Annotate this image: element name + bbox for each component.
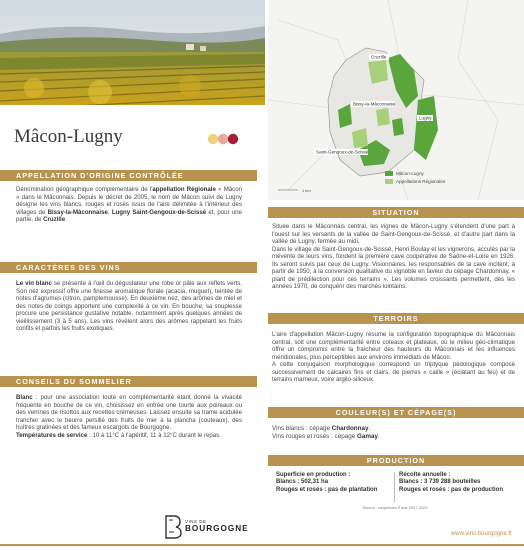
sommelier-text: Blanc : pour une association toute en complémentarité étant donné la vivacité fréquente en bouche de ce vin, choisissez en entrée une tourte aux poireaux ou des verrines de risottos aux recettes crémeuses. Laissez ensuite sa trame acidulée trancher avec le beurre persillé des fruits de mer à la plancha (couteaux), des huîtres gratinées et des fameux escargots de Bourgogne. Températures de service : 10 à 11°C à l'apéritif, 11 à 12°C durant le repas. [16, 394, 242, 439]
logo-big-text: BOURGOGNE [185, 524, 249, 533]
heading-caracteres: CARACTÈRES DES VINS [0, 262, 257, 273]
website-link[interactable]: www.vins-bourgogne.fr [450, 531, 512, 537]
heading-situation: SITUATION [268, 207, 524, 218]
map-label-bissy: Bissy-la-Mâconnaise [353, 101, 396, 107]
production-area-rouges: Rouges et rosés : pas de plantation [276, 486, 378, 493]
situation-text: Située dans le Mâconnais central, les vignes de Mâcon-Lugny s'étendent d'une part à l'ouest sur les versants de la vallée de Saint-Gengoux-de-Scissé, et d'autre part dans la vallée de Lugny, fermée au midi. Dans le village de Saint-Gengoux-de-Scissé, Henri Boulay et les vignerons, acculés par la mévente de leurs vins, fondent la première cave coopérative de Saône-et-Loire en 1926. Ils seront suivis par ceux de Lugny. Visionnaires, les responsables de la cave incitent, à partir de 1950, à la conversion qualitative du vignoble en faveur du cépage Chardonnay, « plant de prédilection pour ces terrains ». Les volumes croissants permettent, dès les années 1970, de conquérir des marchés lointains. [272, 223, 515, 290]
couleurs-text: Vins blancs : cépage Chardonnay. Vins rouges et rosés : cépage Gamay. [272, 425, 380, 440]
production-area-title: Superficie en production : [276, 472, 351, 478]
appellation-text: Dénomination géographique complémentaire de l'appellation Régionale « Mâcon » dans le Mâconnais. Depuis le décret de 2005, le nom de Mâcon suivi de Lugny désigne les vins blancs, rouges et rosés issus de l'aire délimitée à l'intérieur des villages de Bissy-la-Mâconnaise, Lugny Saint-Gengoux-de-Scissé et, pour une partie, de Cruzille. [16, 186, 243, 223]
heading-appellation: APPELLATION D'ORIGINE CONTRÔLÉE [0, 170, 257, 181]
logo-emblem-icon [160, 513, 182, 539]
map-scale: 1 km [302, 188, 311, 193]
page-title: Mâcon-Lugny [14, 126, 123, 147]
map-legend [385, 170, 445, 186]
terroirs-text: L'aire d'appellation Mâcon-Lugny résume la configuration topographique du Mâconnais central, soit une complémentarité entre coteaux et plateaux, où le milieu géo-climatique offre un compromis entre la fraîcheur des hauteurs du Mâconnais et les influences méridionales, plus perceptibles aux environs immédiats de Mâcon. A cette conjugaison morphologique correspond un triptyque pédologique composé successivement de calcaires fins et clairs, de pierres « caille » (éclatant au feu) et de terrains marneux, voire argilo-siliceux. [272, 331, 515, 383]
wine-colors-icon [206, 132, 240, 146]
map-label-saint-gengoux: Saint-Gengoux-de-Scissé [316, 149, 369, 155]
production-area-blancs: Blancs : 502,31 ha [276, 479, 329, 486]
bourgogne-logo [160, 513, 249, 539]
legend-macon-lugny: Mâcon-Lugny [396, 171, 424, 176]
heading-production: PRODUCTION [268, 455, 524, 466]
map-label-cruzille: Cruzille [371, 54, 387, 60]
heading-terroirs: TERROIRS [268, 313, 524, 324]
legend-regionales: Appellations Régionales [396, 179, 446, 184]
production-source: Source : moyennes 5 ans 2017-2021 [362, 505, 428, 510]
vineyard-photo [0, 0, 265, 105]
map-label-lugny: Lugny [419, 115, 432, 121]
footer-rule [0, 544, 524, 546]
production-harvest-blancs: Blancs : 3 739 288 bouteilles [399, 479, 481, 486]
caracteres-text: Le vin blanc se présente à l'œil du dégustateur une robe or pâle aux reflets verts. Son nez expressif offre une finesse aromatique florale (acacia, muguet), teintée de notes d'agrumes (citron, pamplemousse). En deuxième nez, des arômes de miel et des notes de coings apportent une complexité à ce vin. En bouche, sa souplesse procure une persistance gustative notable, notamment après quelques années de vieillissement (3 à 5 ans). Les vins révèlent alors des arômes rappelant les fruits confits et parfois les fruits exotiques. [16, 280, 243, 332]
production-harvest-title: Récolte annuelle : [399, 472, 451, 478]
logo-small-text: VINS DE [185, 519, 207, 524]
heading-sommelier: CONSEILS DU SOMMELIER [0, 376, 257, 387]
heading-couleurs: COULEUR(S) ET CÉPAGE(S) [268, 407, 524, 418]
production-harvest-rouges: Rouges et rosés : pas de production [399, 486, 504, 493]
